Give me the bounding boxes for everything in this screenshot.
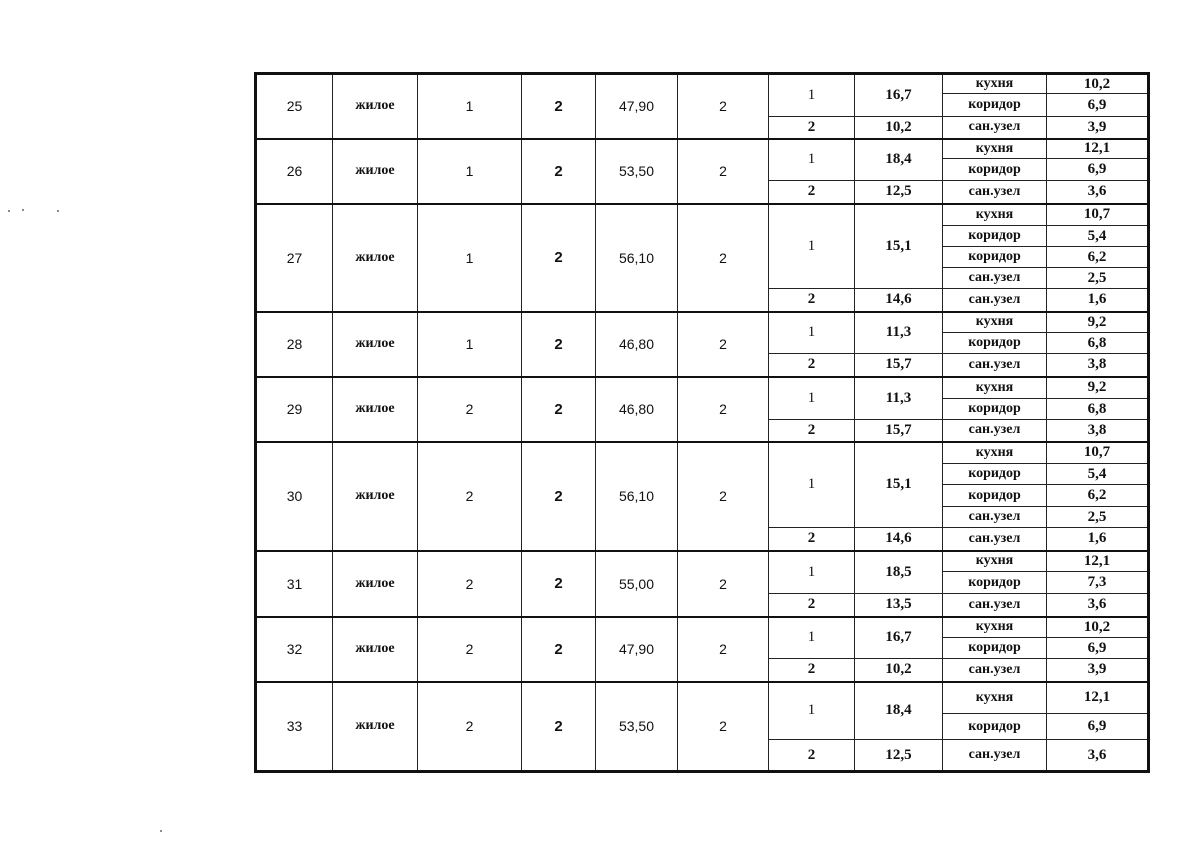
aux-room-area: 9,2 — [1047, 312, 1149, 333]
living-room-area: 16,7 — [855, 74, 943, 117]
room-count: 2 — [522, 617, 596, 682]
living-room-number: 2 — [769, 528, 855, 551]
aux-room-area: 6,8 — [1047, 399, 1149, 420]
total-area: 46,80 — [596, 377, 678, 442]
aux-room-name: коридор — [943, 485, 1047, 507]
living-room-number: 1 — [769, 682, 855, 740]
aux-room-area: 5,4 — [1047, 226, 1149, 247]
table-row — [256, 139, 1149, 159]
level: 2 — [678, 74, 769, 139]
table-row — [256, 617, 1149, 638]
aux-room-area: 6,9 — [1047, 638, 1149, 659]
scan-speck — [22, 209, 24, 211]
living-room-area: 12,5 — [855, 181, 943, 204]
premises-type: жилое — [333, 74, 418, 139]
living-room-area: 15,1 — [855, 204, 943, 289]
aux-room-name: сан.узел — [943, 289, 1047, 312]
living-room-number: 1 — [769, 139, 855, 181]
living-room-area: 18,4 — [855, 682, 943, 740]
living-room-number: 1 — [769, 442, 855, 528]
floor: 1 — [418, 139, 522, 204]
aux-room-area: 3,8 — [1047, 354, 1149, 377]
table-row — [256, 204, 1149, 226]
aux-room-name: коридор — [943, 572, 1047, 594]
aux-room-name: кухня — [943, 551, 1047, 572]
room-count: 2 — [522, 551, 596, 617]
premises-type: жилое — [333, 442, 418, 551]
total-area: 55,00 — [596, 551, 678, 617]
apartment-number: 28 — [256, 312, 333, 377]
aux-room-area: 3,8 — [1047, 420, 1149, 442]
apartment-number: 26 — [256, 139, 333, 204]
aux-room-area: 6,2 — [1047, 247, 1149, 268]
table-row — [256, 551, 1149, 572]
aux-room-area: 3,6 — [1047, 740, 1149, 772]
aux-room-name: коридор — [943, 333, 1047, 354]
aux-room-area: 5,4 — [1047, 464, 1149, 485]
floor: 2 — [418, 682, 522, 772]
table-row — [256, 377, 1149, 399]
aux-room-name: коридор — [943, 94, 1047, 117]
apartment-number: 27 — [256, 204, 333, 312]
living-room-area: 18,5 — [855, 551, 943, 594]
room-count: 2 — [522, 442, 596, 551]
premises-type: жилое — [333, 377, 418, 442]
floor: 2 — [418, 617, 522, 682]
living-room-number: 1 — [769, 74, 855, 117]
aux-room-area: 12,1 — [1047, 551, 1149, 572]
aux-room-name: коридор — [943, 464, 1047, 485]
aux-room-area: 7,3 — [1047, 572, 1149, 594]
total-area: 53,50 — [596, 139, 678, 204]
apartment-number: 29 — [256, 377, 333, 442]
apartments-table — [254, 72, 1150, 773]
living-room-number: 1 — [769, 204, 855, 289]
aux-room-name: кухня — [943, 74, 1047, 94]
living-room-area: 12,5 — [855, 740, 943, 772]
living-room-area: 10,2 — [855, 659, 943, 682]
living-room-number: 2 — [769, 740, 855, 772]
aux-room-area: 9,2 — [1047, 377, 1149, 399]
living-room-number: 1 — [769, 312, 855, 354]
level: 2 — [678, 617, 769, 682]
floor: 1 — [418, 312, 522, 377]
aux-room-name: кухня — [943, 442, 1047, 464]
floor: 1 — [418, 204, 522, 312]
aux-room-name: сан.узел — [943, 659, 1047, 682]
aux-room-area: 2,5 — [1047, 268, 1149, 289]
scan-speck — [160, 830, 162, 832]
premises-type: жилое — [333, 312, 418, 377]
living-room-area: 16,7 — [855, 617, 943, 659]
room-count: 2 — [522, 312, 596, 377]
aux-room-area: 10,2 — [1047, 617, 1149, 638]
aux-room-name: сан.узел — [943, 528, 1047, 551]
living-room-number: 2 — [769, 354, 855, 377]
living-room-number: 2 — [769, 420, 855, 442]
room-count: 2 — [522, 204, 596, 312]
living-room-area: 15,1 — [855, 442, 943, 528]
floor: 2 — [418, 442, 522, 551]
aux-room-area: 10,7 — [1047, 204, 1149, 226]
room-count: 2 — [522, 139, 596, 204]
aux-room-name: кухня — [943, 377, 1047, 399]
aux-room-area: 1,6 — [1047, 528, 1149, 551]
living-room-number: 2 — [769, 181, 855, 204]
floor: 2 — [418, 551, 522, 617]
total-area: 47,90 — [596, 617, 678, 682]
level: 2 — [678, 204, 769, 312]
living-room-number: 2 — [769, 659, 855, 682]
living-room-area: 15,7 — [855, 354, 943, 377]
aux-room-area: 10,2 — [1047, 74, 1149, 94]
apartment-number: 30 — [256, 442, 333, 551]
total-area: 56,10 — [596, 442, 678, 551]
premises-type: жилое — [333, 682, 418, 772]
aux-room-area: 3,6 — [1047, 181, 1149, 204]
aux-room-name: кухня — [943, 139, 1047, 159]
table-row — [256, 682, 1149, 714]
living-room-number: 1 — [769, 617, 855, 659]
premises-type: жилое — [333, 139, 418, 204]
aux-room-name: сан.узел — [943, 507, 1047, 528]
aux-room-area: 6,8 — [1047, 333, 1149, 354]
aux-room-name: кухня — [943, 312, 1047, 333]
level: 2 — [678, 377, 769, 442]
level: 2 — [678, 442, 769, 551]
living-room-area: 15,7 — [855, 420, 943, 442]
living-room-area: 10,2 — [855, 117, 943, 139]
aux-room-area: 6,2 — [1047, 485, 1149, 507]
floor: 1 — [418, 74, 522, 139]
total-area: 56,10 — [596, 204, 678, 312]
scan-speck — [8, 210, 10, 212]
aux-room-name: сан.узел — [943, 181, 1047, 204]
apartment-number: 33 — [256, 682, 333, 772]
aux-room-name: кухня — [943, 204, 1047, 226]
level: 2 — [678, 682, 769, 772]
premises-type: жилое — [333, 204, 418, 312]
living-room-area: 11,3 — [855, 312, 943, 354]
level: 2 — [678, 312, 769, 377]
room-count: 2 — [522, 377, 596, 442]
room-count: 2 — [522, 74, 596, 139]
aux-room-name: сан.узел — [943, 117, 1047, 139]
aux-room-area: 12,1 — [1047, 682, 1149, 714]
table-row — [256, 442, 1149, 464]
level: 2 — [678, 551, 769, 617]
aux-room-name: коридор — [943, 714, 1047, 740]
aux-room-name: сан.узел — [943, 740, 1047, 772]
premises-type: жилое — [333, 617, 418, 682]
living-room-number: 2 — [769, 289, 855, 312]
aux-room-area: 6,9 — [1047, 159, 1149, 181]
living-room-area: 14,6 — [855, 528, 943, 551]
living-room-area: 11,3 — [855, 377, 943, 420]
aux-room-area: 1,6 — [1047, 289, 1149, 312]
total-area: 53,50 — [596, 682, 678, 772]
living-room-number: 2 — [769, 594, 855, 617]
living-room-number: 1 — [769, 377, 855, 420]
apartment-number: 25 — [256, 74, 333, 139]
table-row — [256, 74, 1149, 94]
floor: 2 — [418, 377, 522, 442]
premises-type: жилое — [333, 551, 418, 617]
aux-room-name: коридор — [943, 638, 1047, 659]
aux-room-name: сан.узел — [943, 354, 1047, 377]
aux-room-name: кухня — [943, 682, 1047, 714]
living-room-number: 2 — [769, 117, 855, 139]
aux-room-name: коридор — [943, 399, 1047, 420]
living-room-area: 13,5 — [855, 594, 943, 617]
aux-room-name: сан.узел — [943, 268, 1047, 289]
aux-room-name: сан.узел — [943, 594, 1047, 617]
table-row — [256, 312, 1149, 333]
aux-room-name: кухня — [943, 617, 1047, 638]
aux-room-area: 3,6 — [1047, 594, 1149, 617]
scan-speck — [57, 210, 59, 212]
room-count: 2 — [522, 682, 596, 772]
living-room-area: 14,6 — [855, 289, 943, 312]
apartment-number: 32 — [256, 617, 333, 682]
aux-room-area: 3,9 — [1047, 117, 1149, 139]
living-room-area: 18,4 — [855, 139, 943, 181]
aux-room-area: 12,1 — [1047, 139, 1149, 159]
aux-room-area: 6,9 — [1047, 94, 1149, 117]
aux-room-name: сан.узел — [943, 420, 1047, 442]
total-area: 47,90 — [596, 74, 678, 139]
total-area: 46,80 — [596, 312, 678, 377]
aux-room-name: коридор — [943, 247, 1047, 268]
aux-room-name: коридор — [943, 226, 1047, 247]
aux-room-area: 2,5 — [1047, 507, 1149, 528]
aux-room-area: 3,9 — [1047, 659, 1149, 682]
apartment-number: 31 — [256, 551, 333, 617]
aux-room-name: коридор — [943, 159, 1047, 181]
aux-room-area: 10,7 — [1047, 442, 1149, 464]
level: 2 — [678, 139, 769, 204]
aux-room-area: 6,9 — [1047, 714, 1149, 740]
living-room-number: 1 — [769, 551, 855, 594]
